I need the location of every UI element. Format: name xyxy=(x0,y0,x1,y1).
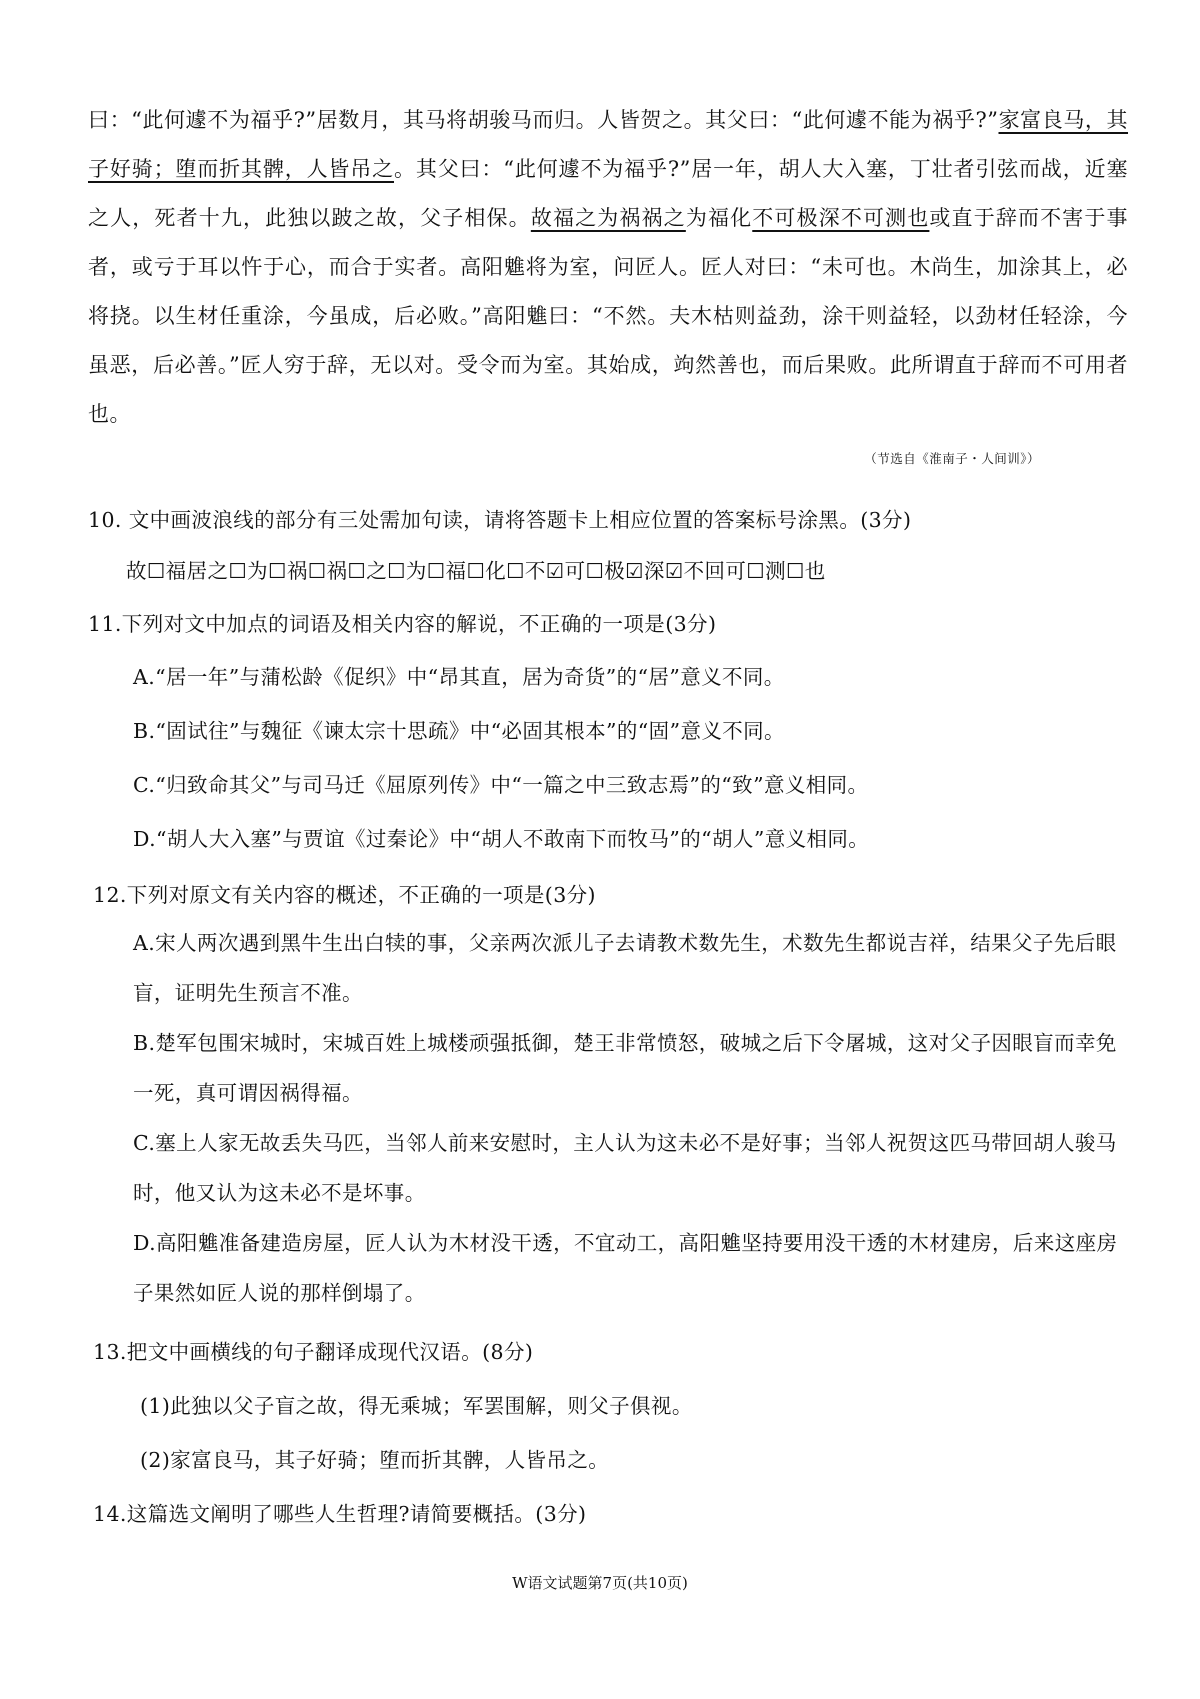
underlined-sentence-1: 家富良马，其子好骑；堕而折其髀，人皆吊之 xyxy=(88,108,1129,181)
question-13-item-2: (2)家富良马，其子好骑；堕而折其髀，人皆吊之。 xyxy=(140,1448,610,1472)
wavy-line-part-1: 故福之为祸祸之 xyxy=(530,206,686,230)
question-10-answer-line: 故☐福居之☐为☐祸☐祸☐之☐为☐福☐化☐不☑可☐极☑深☑不回可☐测☐也 xyxy=(126,559,826,583)
passage-text-4: 或直于辞而不害于事者，或亏于耳以忤于心，而合于实者。高阳魋将为室，问匠人。匠人对曰：“未可也。木尚生，加涂其上，必将挠。以生材任重涂，今虽成，后必败。”高阳魋曰：“不然。夫木枯则益劲，涂干则益轻，以劲材任轻涂，今虽恶，后必善。”匠人穷于辞，无以对。受令而为室。其始成，竘然善也，而后果败。此所谓直于辞而不可用者也。 xyxy=(88,206,1129,426)
question-13-item-1: (1)此独以父子盲之故，得无乘城；军罢围解，则父子俱视。 xyxy=(140,1394,693,1418)
passage-text-3: 为福化 xyxy=(685,206,753,230)
question-14-stem: 14.这篇选文阐明了哪些人生哲理?请简要概括。(3分) xyxy=(93,1502,587,1526)
question-13-stem: 13.把文中画横线的句子翻译成现代汉语。(8分) xyxy=(93,1340,534,1364)
question-12-option-b: B.楚军包围宋城时，宋城百姓上城楼顽强抵御，楚王非常愤怒，破城之后下令屠城，这对父子因眼盲而幸免一死，真可谓因祸得福。 xyxy=(133,1031,1117,1105)
question-12-option-d: D.高阳魋准备建造房屋，匠人认为木材没干透，不宜动工，高阳魋坚持要用没干透的木材建房，后来这座房子果然如匠人说的那样倒塌了。 xyxy=(133,1231,1118,1305)
source-citation: （节选自《淮南子・人间训》） xyxy=(864,451,1040,466)
passage xyxy=(88,96,1128,439)
question-11-option-a: A.“居一年”与蒲松龄《促织》中“昂其直，居为奇货”的“居”意义不同。 xyxy=(133,665,785,689)
page-footer: W语文试题第7页(共10页) xyxy=(512,1574,688,1592)
question-11-option-d: D.“胡人大入塞”与贾谊《过秦论》中“胡人不敢南下而牧马”的“胡人”意义相同。 xyxy=(133,827,870,851)
passage-text-1: 曰：“此何遽不为福乎?”居数月，其马将胡骏马而归。人皆贺之。其父曰：“此何遽不能为祸乎?” xyxy=(88,108,999,132)
question-10-stem: 10. 文中画波浪线的部分有三处需加句读，请将答题卡上相应位置的答案标号涂黑。(3分) xyxy=(88,508,912,532)
question-12-option-c: C.塞上人家无故丢失马匹，当邻人前来安慰时，主人认为这未必不是好事；当邻人祝贺这匹马带回胡人骏马时，他又认为这未必不是坏事。 xyxy=(133,1131,1117,1205)
question-11-option-b: B.“固试往”与魏征《谏太宗十思疏》中“必固其根本”的“固”意义不同。 xyxy=(133,719,785,743)
question-11-option-c: C.“归致命其父”与司马迁《屈原列传》中“一篇之中三致志焉”的“致”意义相同。 xyxy=(133,773,869,797)
question-12-option-a: A.宋人两次遇到黑牛生出白犊的事，父亲两次派儿子去请教术数先生，术数先生都说吉祥，结果父子先后眼盲，证明先生预言不准。 xyxy=(133,931,1117,1005)
question-11-stem: 11.下列对文中加点的词语及相关内容的解说，不正确的一项是(3分) xyxy=(88,612,717,636)
wavy-line-part-2: 不可极深不可测也 xyxy=(752,206,930,230)
passage-text-2: 。其父曰：“此何遽不为福乎?”居一年，胡人大入塞，丁壮者引弦而战，近塞之人，死者十九，此独以跛之故，父子相保。 xyxy=(88,157,1128,230)
question-12-stem: 12.下列对原文有关内容的概述，不正确的一项是(3分) xyxy=(93,883,596,907)
